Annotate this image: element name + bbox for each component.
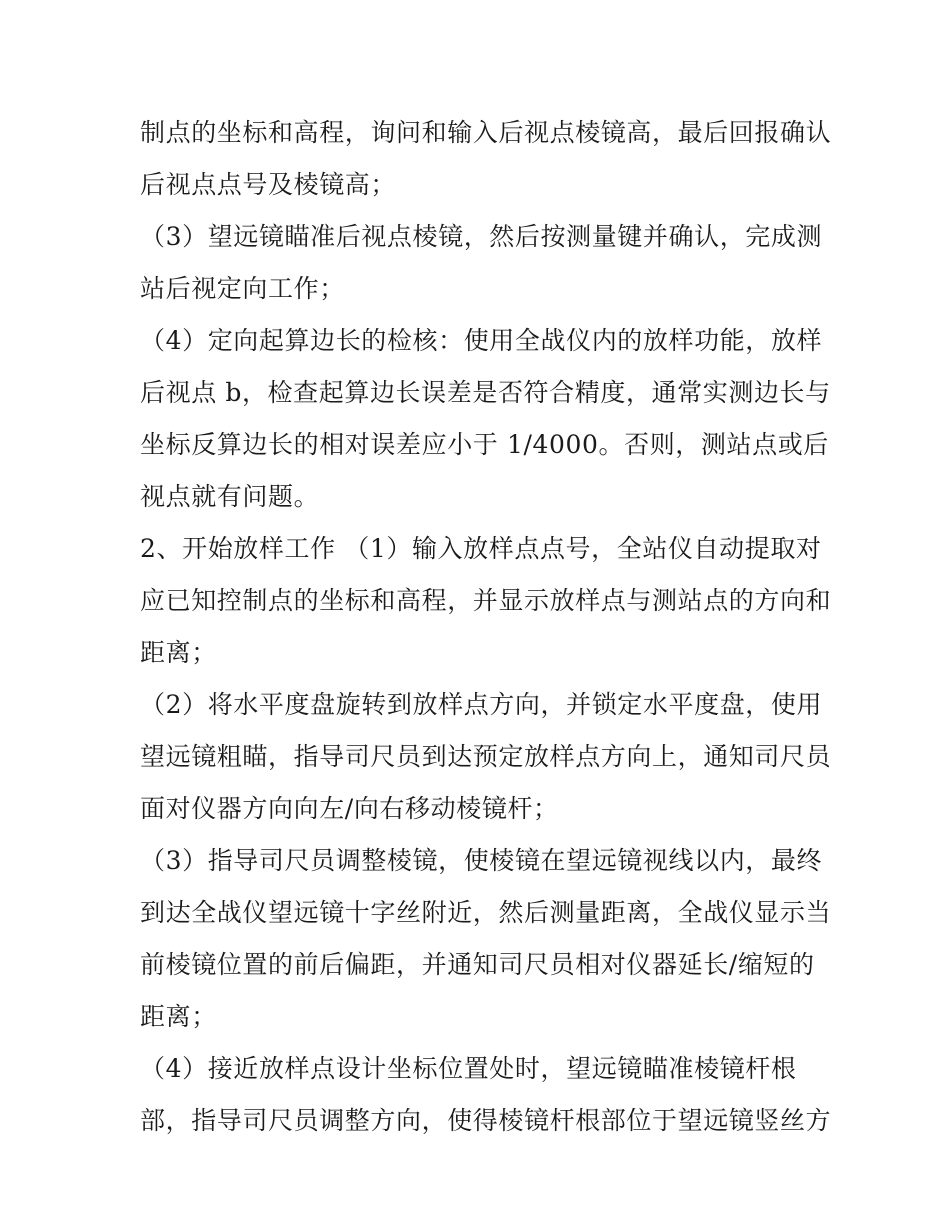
text-line: 制点的坐标和高程，询问和输入后视点棱镜高，最后回报确认 xyxy=(140,118,832,147)
text-line: 望远镜粗瞄，指导司尺员到达预定放样点方向上，通知司尺员 xyxy=(140,742,832,771)
text-line: 前棱镜位置的前后偏距，并通知司尺员相对仪器延长/缩短的 xyxy=(140,950,815,979)
text-line: 视点就有问题。 xyxy=(140,482,320,511)
text-line: （2）将水平度盘旋转到放样点方向，并锁定水平度盘，使用 xyxy=(140,690,823,719)
text-line: 2、开始放样工作 （1）输入放样点点号，全站仪自动提取对 xyxy=(140,534,822,563)
text-line: 距离； xyxy=(140,1002,217,1031)
document-body xyxy=(140,107,832,1147)
text-line: （4）定向起算边长的检核：使用全战仪内的放样功能，放样 xyxy=(140,326,823,355)
text-line: 后视点 b，检查起算边长误差是否符合精度，通常实测边长与 xyxy=(140,378,831,407)
text-line: （3）望远镜瞄准后视点棱镜，然后按测量键并确认，完成测 xyxy=(140,222,823,251)
text-line: 应已知控制点的坐标和高程，并显示放样点与测站点的方向和 xyxy=(140,586,832,615)
text-line: 面对仪器方向向左/向右移动棱镜杆； xyxy=(140,794,559,823)
text-line: 后视点点号及棱镜高； xyxy=(140,170,397,199)
text-line: （3）指导司尺员调整棱镜，使棱镜在望远镜视线以内，最终 xyxy=(140,846,823,875)
text-line: 部，指导司尺员调整方向，使得棱镜杆根部位于望远镜竖丝方 xyxy=(140,1106,832,1135)
text-line: 到达全战仪望远镜十字丝附近，然后测量距离，全战仪显示当 xyxy=(140,898,832,927)
text-line: 坐标反算边长的相对误差应小于 1/4000。否则，测站点或后 xyxy=(140,430,829,459)
text-line: （4）接近放样点设计坐标位置处时，望远镜瞄准棱镜杆根 xyxy=(140,1054,797,1083)
text-line: 距离； xyxy=(140,638,217,667)
text-line: 站后视定向工作； xyxy=(140,274,345,303)
